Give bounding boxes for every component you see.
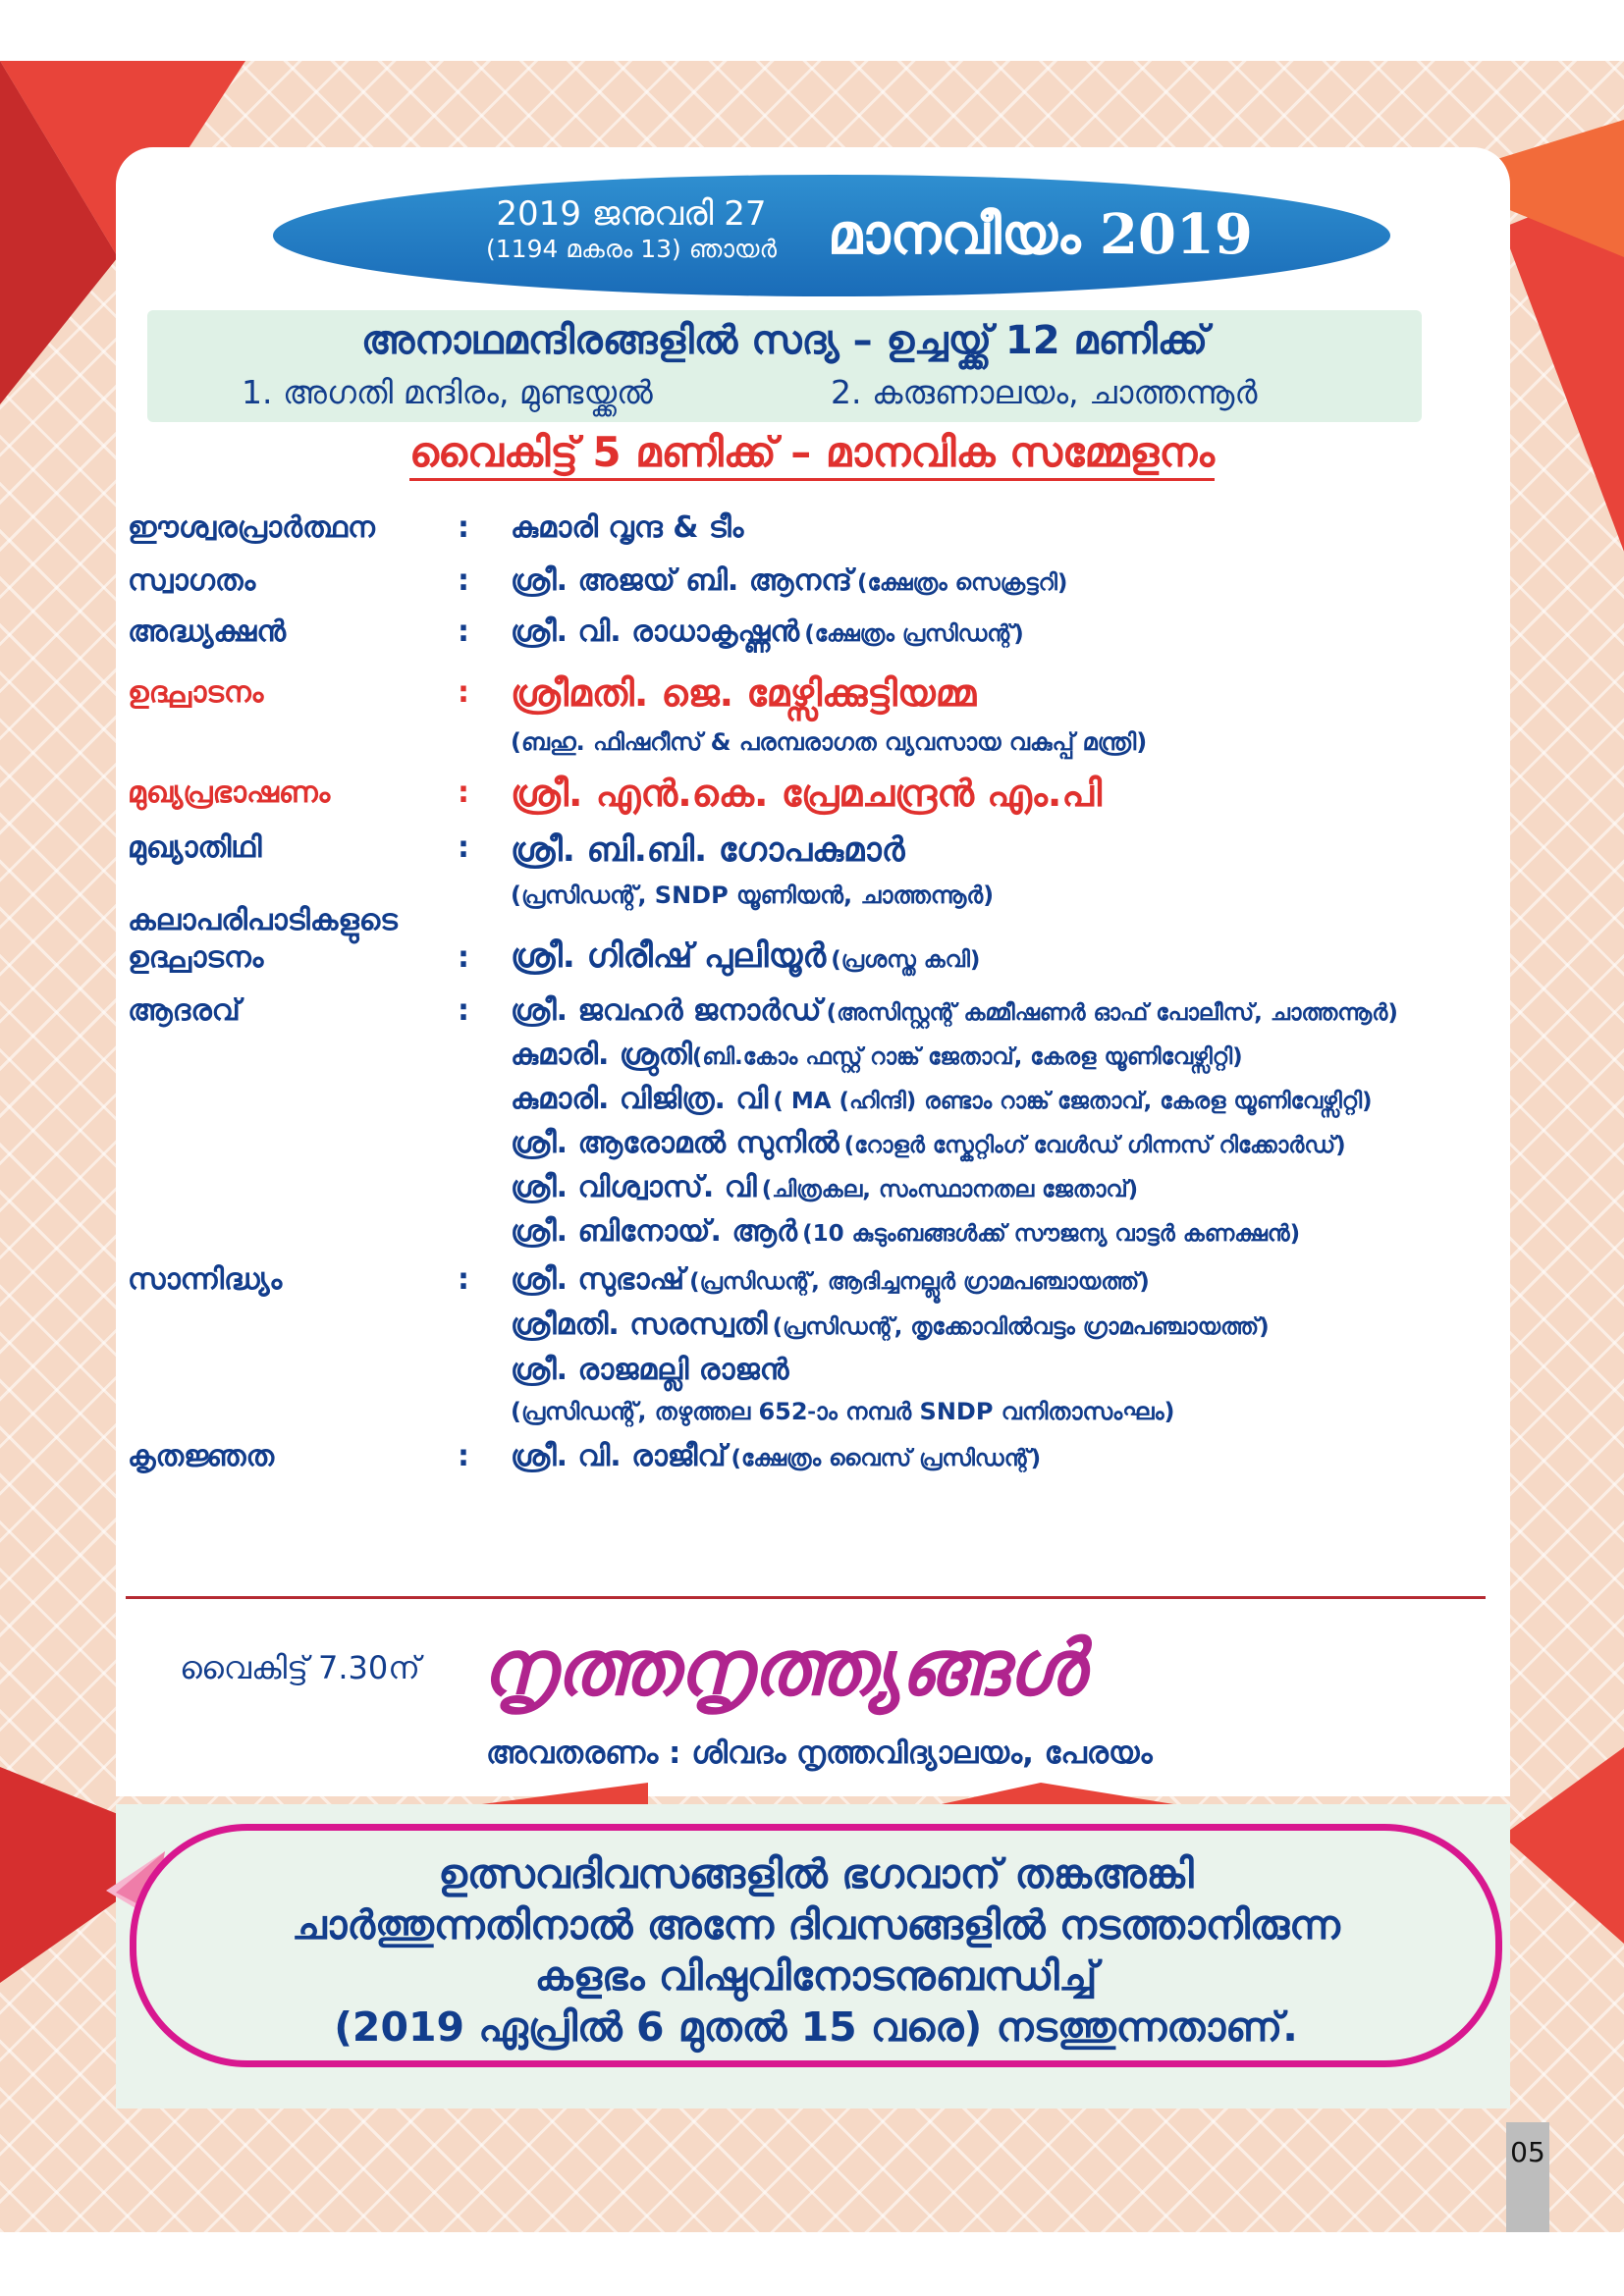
evening-heading [0,428,1624,477]
program-name: ശ്രീ. എൻ.കെ. പ്രേമചന്ദ്രൻ എം.പി [511,772,1103,815]
dance-title: നൃത്തനൃത്ത്യങ്ങൾ [481,1624,1084,1713]
program-label: കൃതജ്ഞത [128,1439,275,1473]
felicitation-item: ശ്രീ. ആരോമൽ സുനിൽ (റോളർ സ്കേറ്റിംഗ് വേൾഡ് ഗിന്നസ് റിക്കോർഡ്) [511,1126,1346,1160]
colon: : [458,830,469,865]
program-name: ശ്രീ. ഗിരീഷ് പുലിയൂർ [511,936,827,976]
event-date-line1: 2019 ജനുവരി 27 [496,194,767,234]
felicitation-item: ശ്രീ. വിശ്വാസ്. വി (ചിത്രകല, സംസ്ഥാനതല ജേതാവ്) [511,1170,1139,1204]
colon: : [458,614,469,649]
program-name: ശ്രീ. വി. രാജീവ് [511,1439,727,1473]
program-name: ശ്രീമതി. ജെ. മേഴ്സിക്കുട്ടിയമ്മ [511,671,977,715]
presence-item-name: ശ്രീ. രാജമല്ലി രാജൻ [511,1353,789,1387]
event-date-line2: (1194 മകരം 13) ഞായർ [486,235,777,263]
evening-heading-text: വൈകിട്ട് 5 മണിക്ക് – മാനവിക സമ്മേളനം [409,428,1215,481]
colon: : [458,675,469,710]
program-note: (ക്ഷേത്രം പ്രസിഡന്റ്) [804,621,1024,647]
program-note: (പ്രസിഡന്റ്, SNDP യൂണിയൻ, ചാത്തന്നൂർ) [511,881,995,909]
colon: : [458,775,469,810]
notice-line-1: ഉത്സവദിവസങ്ങളിൽ ഭഗവാന് തങ്കഅങ്കി [438,1850,1194,1897]
presence-item-note: (പ്രസിഡന്റ്, തഴുത്തല 652-ാം നമ്പർ SNDP വനിതാസംഘം) [511,1398,1175,1425]
felicitation-item: കുമാരി. ശ്രുതി(ബി.കോം ഫസ്റ്റ് റാങ്ക് ജേതാവ്, കേരള യൂണിവേഴ്സിറ്റി) [511,1038,1243,1072]
presence-item: ശ്രീമതി. സരസ്വതി (പ്രസിഡന്റ്, തൃക്കോവിൽവട്ടം ഗ്രാമപഞ്ചായത്ത്) [511,1308,1270,1342]
sadya-box [147,310,1422,422]
notice-line-2: ചാർത്തുന്നതിനാൽ അന്നേ ദിവസങ്ങളിൽ നടത്താനിരുന്ന [292,1901,1340,1949]
program-name: ശ്രീ. വി. രാധാകൃഷ്ണൻ [511,614,800,649]
colon: : [458,1439,469,1473]
program-label: ഉദ്ഘാടനം [128,675,264,710]
section-divider [126,1596,1486,1599]
sadya-item-2: 2. കരുണാലയം, ചാത്തന്നൂർ [831,373,1258,411]
program-note: (ബഹു. ഫിഷറീസ് & പരമ്പരാഗത വ്യവസായ വകുപ്പ് മന്ത്രി) [511,728,1148,756]
sadya-title: അനാഥമന്ദിരങ്ങളിൽ സദ്യ – ഉച്ചയ്ക്ക് 12 മണിക്ക് [360,318,1209,363]
felicitation-item: കുമാരി. വിജിത്ര. വി ( MA (ഹിന്ദി) രണ്ടാം റാങ്ക് ജേതാവ്, കേരള യൂണിവേഴ്സിറ്റി) [511,1082,1373,1116]
colon: : [458,940,469,975]
colon: : [458,563,469,598]
felicitation-item: ശ്രീ. ജവഹർ ജനാർഡ് (അസിസ്റ്റന്റ് കമ്മീഷണർ ഓഫ് പോലീസ്, ചാത്തന്നൂർ) [511,993,1398,1028]
program-note: (ക്ഷേത്രം സെക്രട്ടറി) [857,570,1068,596]
program-label: അദ്ധ്യക്ഷൻ [128,614,287,649]
notice-line-3: കളഭം വിഷുവിനോടനുബന്ധിച്ച് [534,1952,1098,2000]
program-label: സ്വാഗതം [128,563,256,598]
colon: : [458,510,469,545]
page-number: 05 [1506,2122,1549,2232]
colon: : [458,1262,469,1297]
program-label: ഈശ്വരപ്രാർത്ഥന [128,510,375,545]
program-label: ആദരവ് [128,993,241,1028]
event-title: മാനവീയം 2019 [828,202,1253,267]
colon: : [458,993,469,1028]
program-label: മുഖ്യപ്രഭാഷണം [128,775,331,810]
sadya-item-1: 1. അഗതി മന്ദിരം, മുണ്ടയ്ക്കൽ [242,373,653,411]
presence-item: ശ്രീ. സുഭാഷ് (പ്രസിഡന്റ്, ആദിച്ചനല്ലൂർ ഗ്രാമപഞ്ചായത്ത്) [511,1262,1150,1297]
event-date [460,194,803,265]
program-label: മുഖ്യാതിഥി [128,830,262,865]
program-label-line1: കലാപരിപാടികളുടെ [128,903,398,937]
program-name: ശ്രീ. അജയ് ബി. ആനന്ദ് [511,563,852,598]
program-name: കുമാരി വൃന്ദ & ടീം [511,510,744,545]
notice-box [130,1824,1502,2067]
notice-line-4: (2019 ഏപ്രിൽ 6 മുതൽ 15 വരെ) നടത്തുന്നതാണ്. [334,2003,1298,2051]
decor-triangle-right-mid [1502,1747,1624,1983]
dance-presented-by: അവതരണം : ശിവദം നൃത്തവിദ്യാലയം, പേരയം [486,1735,1153,1771]
program-name: ശ്രീ. ബി.ബി. ഗോപകുമാർ [511,830,905,870]
program-note: (ക്ഷേത്രം വൈസ് പ്രസിഡന്റ്) [731,1446,1042,1471]
program-note: (പ്രശസ്ത കവി) [831,947,981,973]
header-banner [273,175,1390,296]
felicitation-item: ശ്രീ. ബിനോയ്. ആർ (10 കുടുംബങ്ങൾക്ക് സൗജന്യ വാട്ടർ കണക്ഷൻ) [511,1214,1301,1249]
program-label-line2: ഉദ്ഘാടനം [128,940,264,975]
dance-time: വൈകിട്ട് 7.30ന് [180,1649,420,1686]
program-label: സാന്നിദ്ധ്യം [128,1262,283,1297]
